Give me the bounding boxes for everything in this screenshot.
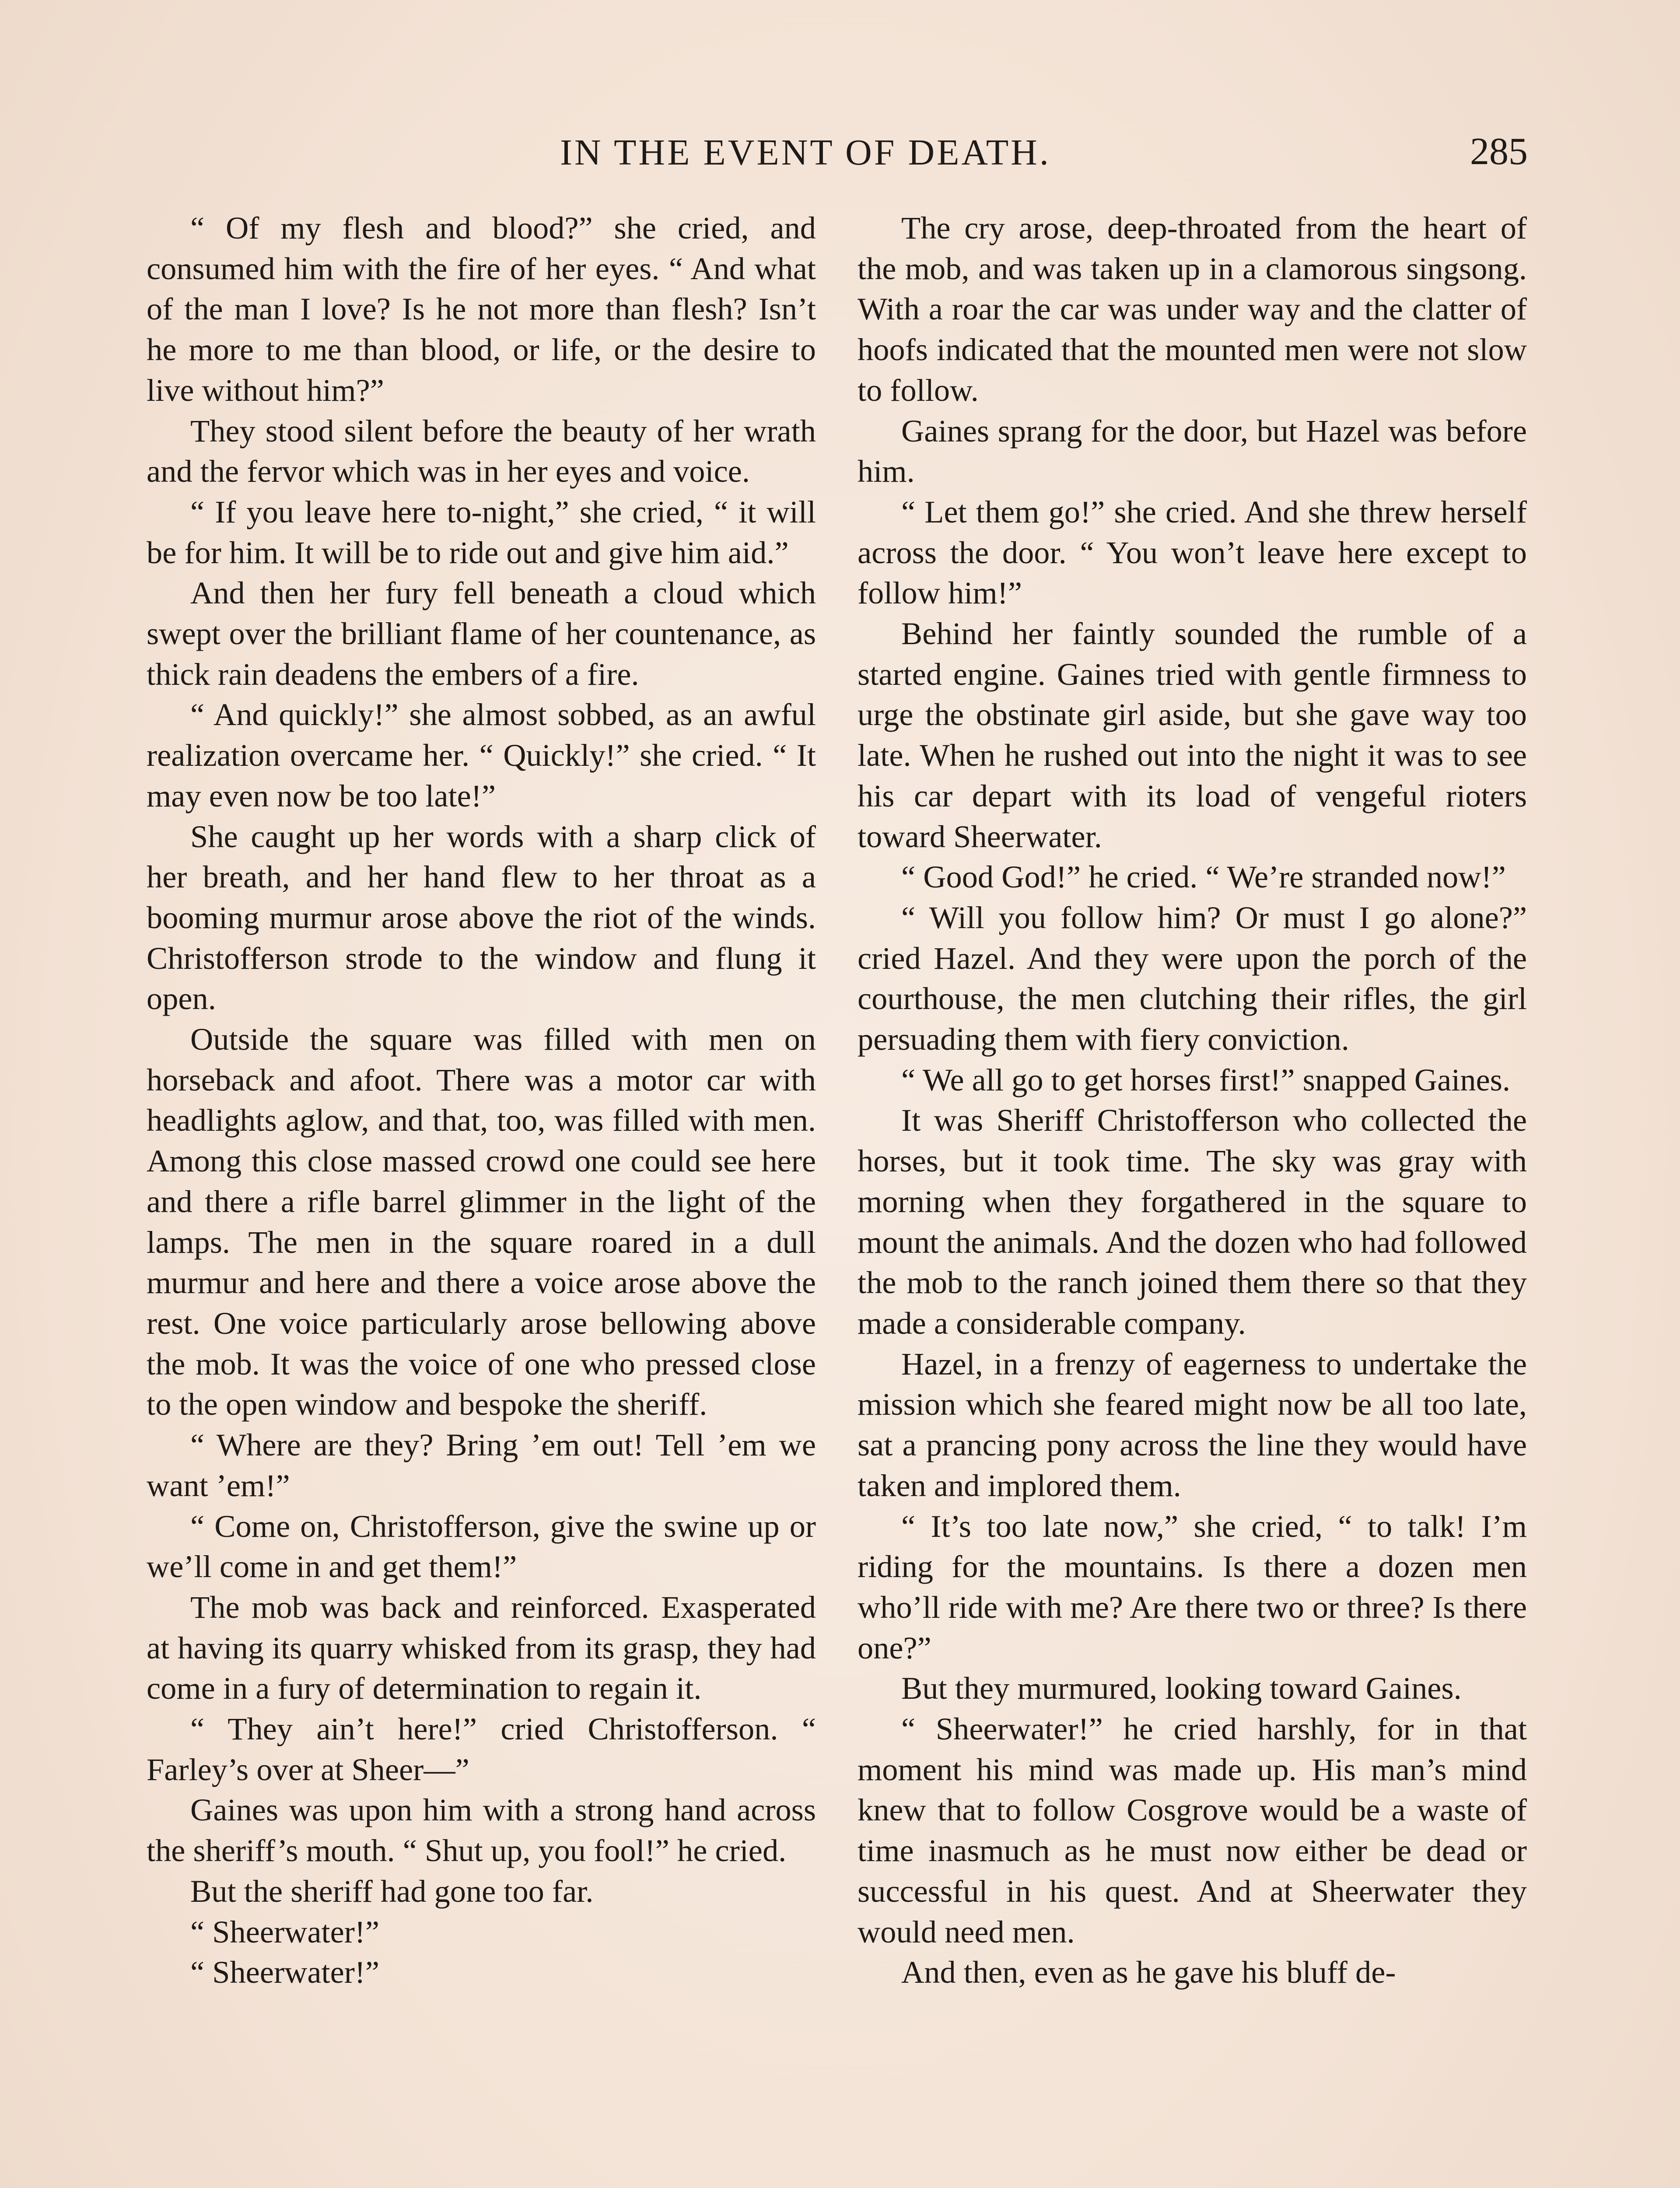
paragraph: Gaines was upon him with a strong hand across the sheriff’s mouth. “ Shut up, you fool!” he cried. bbox=[147, 1792, 816, 1869]
paragraph: The mob was back and reinforced. Exasperated at having its quarry whisked from its grasp, they had come in a fury of determination to regain it. bbox=[147, 1589, 816, 1706]
paragraph: It was Sheriff Christofferson who collected the horses, but it took time. The sky was gray with morning when they forgathered in the square to mount the animals. And the dozen who had followed the mob to the ranch joined them there so that they made a considerable company. bbox=[858, 1102, 1527, 1341]
paragraph: They stood silent before the beauty of her wrath and the fervor which was in her eyes and voice. bbox=[147, 413, 816, 489]
paragraph: “ And quickly!” she almost sobbed, as an awful realization overcame her. “ Quickly!” she cried. “ It may even now be too late!” bbox=[147, 697, 816, 813]
paragraph: “ It’s too late now,” she cried, “ to talk! I’m riding for the mountains. Is there a dozen men who’ll ride with me? Are there two or three? Is there one?” bbox=[858, 1508, 1527, 1666]
paragraph: “ Where are they? Bring ’em out! Tell ’em we want ’em!” bbox=[147, 1427, 816, 1503]
page-number: 285 bbox=[1470, 130, 1528, 173]
paragraph: But they murmured, looking toward Gaines. bbox=[901, 1670, 1462, 1706]
left-column bbox=[147, 208, 816, 1993]
paragraph: Hazel, in a frenzy of eagerness to undertake the mission which she feared might now be all too late, sat a prancing pony across the line they would have taken and implored them. bbox=[858, 1346, 1527, 1503]
right-column bbox=[858, 208, 1527, 1993]
paragraph: She caught up her words with a sharp click of her breath, and her hand flew to her throat as a booming murmur arose above the riot of the winds. Christofferson strode to the window and flung it open. bbox=[147, 818, 816, 1017]
paragraph: Outside the square was filled with men on horseback and afoot. There was a motor car with headlights aglow, and that, too, was filled with men. Among this close massed crowd one could see here and there a rifle barrel glimmer in the light of the lamps. The men in the square roared in a dull murmur and here and there a voice arose above the rest. One voice particularly arose bellowing above the mob. It was the voice of one who pressed close to the open window and bespoke the sheriff. bbox=[147, 1021, 816, 1422]
paragraph: Behind her faintly sounded the rumble of a started engine. Gaines tried with gentle firmness to urge the obstinate girl aside, but she gave way too late. When he rushed out into the night it was to see his car depart with its load of vengeful rioters toward Sheerwater. bbox=[858, 616, 1527, 854]
paragraph: “ Come on, Christofferson, give the swine up or we’ll come in and get them!” bbox=[147, 1508, 816, 1585]
paragraph: “ Sheerwater!” bbox=[190, 1914, 380, 1950]
paragraph: “ If you leave here to-night,” she cried, “ it will be for him. It will be to ride out and give him aid.” bbox=[147, 494, 816, 570]
paragraph: “ Good God!” he cried. “ We’re stranded now!” bbox=[901, 859, 1506, 895]
paragraph: “ Sheerwater!” he cried harshly, for in that moment his mind was made up. His man’s mind knew that to follow Cosgrove would be a waste of time inasmuch as he must now either be dead or successful in his quest. And at Sheerwater they would need men. bbox=[858, 1711, 1527, 1950]
paragraph: “ They ain’t here!” cried Christofferson. “ Farley’s over at Sheer—” bbox=[147, 1711, 816, 1787]
paragraph: “ Will you follow him? Or must I go alone?” cried Hazel. And they were upon the porch of the courthouse, the men clutching their rifles, the girl persuading them with fiery conviction. bbox=[858, 899, 1527, 1057]
running-title: IN THE EVENT OF DEATH. bbox=[560, 132, 1051, 173]
paragraph: But the sheriff had gone too far. bbox=[190, 1873, 594, 1909]
paragraph: And then her fury fell beneath a cloud which swept over the brilliant flame of her countenance, as thick rain deadens the embers of a fire. bbox=[147, 575, 816, 692]
paragraph: “ Of my flesh and blood?” she cried, and consumed him with the fire of her eyes. “ And what of the man I love? Is he not more than flesh? Isn’t he more to me than blood, or life, or the desire to live without him?” bbox=[147, 210, 816, 408]
paragraph-last: And then, even as he gave his bluff de- bbox=[901, 1954, 1396, 1990]
paragraph: “ We all go to get horses first!” snapped Gaines. bbox=[901, 1062, 1510, 1098]
paragraph: “ Sheerwater!” bbox=[190, 1954, 380, 1990]
paragraph: The cry arose, deep-throated from the heart of the mob, and was taken up in a clamorous singsong. With a roar the car was under way and the clatter of hoofs indicated that the mounted men were not slow to follow. bbox=[858, 210, 1527, 408]
paragraph: “ Let them go!” she cried. And she threw herself across the door. “ You won’t leave here except to follow him!” bbox=[858, 494, 1527, 611]
paragraph: Gaines sprang for the door, but Hazel was before him. bbox=[858, 413, 1527, 489]
